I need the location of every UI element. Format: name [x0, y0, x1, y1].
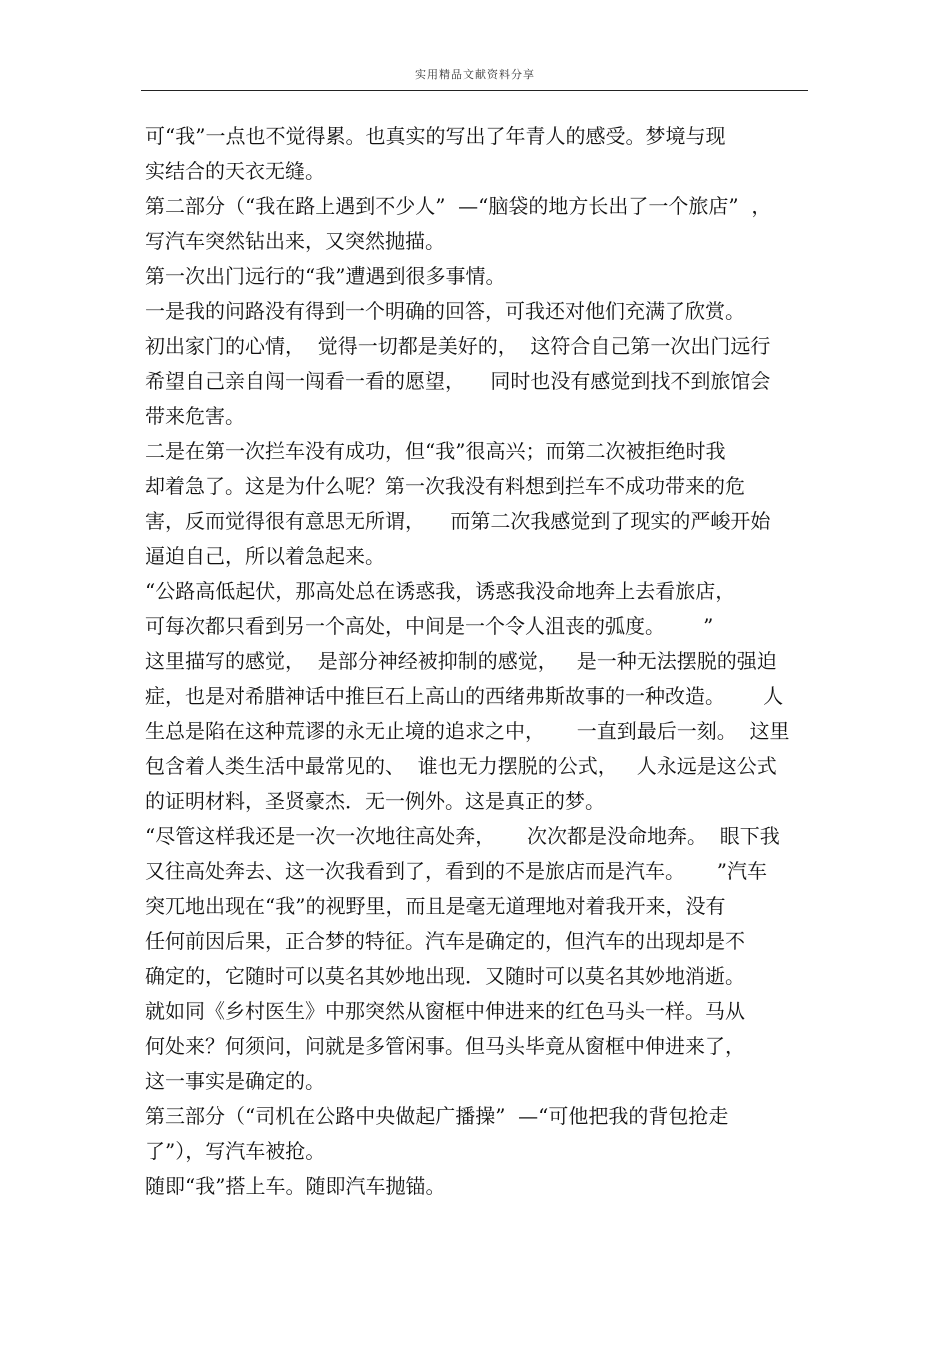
text-line: 就如同《乡村医生》中那突然从窗框中伸进来的红色马头一样。马从: [145, 999, 745, 1023]
text-line: 逼迫自己，所以着急起来。: [145, 544, 385, 568]
text-line: 的证明材料，圣贤豪杰．无一例外。这是真正的梦。: [145, 789, 605, 813]
text-line: 实结合的天衣无缝。: [145, 159, 325, 183]
text-line: 这一事实是确定的。: [145, 1069, 325, 1093]
text-line: 害，反而觉得很有意思无所谓， 而第二次我感觉到了现实的严峻开始: [145, 509, 771, 533]
text-line: 初出家门的心情， 觉得一切都是美好的， 这符合自己第一次出门远行: [145, 334, 771, 358]
text-line: 二是在第一次拦车没有成功，但“我”很高兴；而第二次被拒绝时我: [145, 439, 726, 463]
text-line: 带来危害。: [145, 404, 245, 428]
text-line: 希望自己亲自闯一闯看一看的愿望， 同时也没有感觉到找不到旅馆会: [145, 369, 771, 393]
text-line: 生总是陷在这种荒谬的永无止境的追求之中， 一直到最后一刻。 这里: [145, 719, 790, 743]
text-line: 可“我”一点也不觉得累。也真实的写出了年青人的感受。梦境与现: [145, 124, 726, 148]
text-line: 第一次出门远行的“我”遭遇到很多事情。: [145, 264, 506, 288]
text-line: 了”），写汽车被抢。: [145, 1139, 326, 1163]
text-line: 何处来？何须问，问就是多管闲事。但马头毕竟从窗框中伸进来了，: [145, 1034, 745, 1058]
text-line: 这里描写的感觉， 是部分神经被抑制的感觉， 是一种无法摆脱的强迫: [145, 649, 777, 673]
page-header: 实用精品文献资料分享: [415, 68, 535, 81]
text-line: 却着急了。这是为什么呢？第一次我没有料想到拦车不成功带来的危: [145, 474, 745, 498]
text-line: 任何前因后果，正合梦的特征。汽车是确定的，但汽车的出现却是不: [145, 929, 745, 953]
text-line: 症，也是对希腊神话中推巨石上高山的西绪弗斯故事的一种改造。 人: [145, 684, 784, 708]
text-line: “尽管这样我还是一次一次地往高处奔， 次次都是没命地奔。 眼下我: [145, 824, 780, 848]
text-line: 又往高处奔去、这一次我看到了，看到的不是旅店而是汽车。 ”汽车: [145, 859, 768, 883]
text-line: 第三部分（“司机在公路中央做起广播操” —“可他把我的背包抢走: [145, 1104, 729, 1128]
text-line: 包含着人类生活中最常见的、 谁也无力摆脱的公式， 人永远是这公式: [145, 754, 777, 778]
text-line: 一是我的问路没有得到一个明确的回答，可我还对他们充满了欣赏。: [145, 299, 745, 323]
text-line: 确定的，它随时可以莫名其妙地出现．又随时可以莫名其妙地消逝。: [145, 964, 745, 988]
text-line: 写汽车突然钻出来，又突然抛描。: [145, 229, 445, 253]
text-line: 第二部分（“我在路上遇到不少人” —“脑袋的地方长出了一个旅店” ，: [145, 194, 772, 218]
text-line: 随即“我”搭上车。随即汽车抛锚。: [145, 1174, 446, 1198]
header-divider: [141, 90, 808, 91]
document-body: [145, 119, 810, 1204]
text-line: 突兀地出现在“我”的视野里，而且是毫无道理地对着我开来，没有: [145, 894, 726, 918]
text-line: “公路高低起伏，那高处总在诱惑我，诱惑我没命地奔上去看旅店，: [145, 579, 736, 603]
text-line: 可每次都只看到另一个高处，中间是一个令人沮丧的弧度。 ”: [145, 614, 714, 638]
